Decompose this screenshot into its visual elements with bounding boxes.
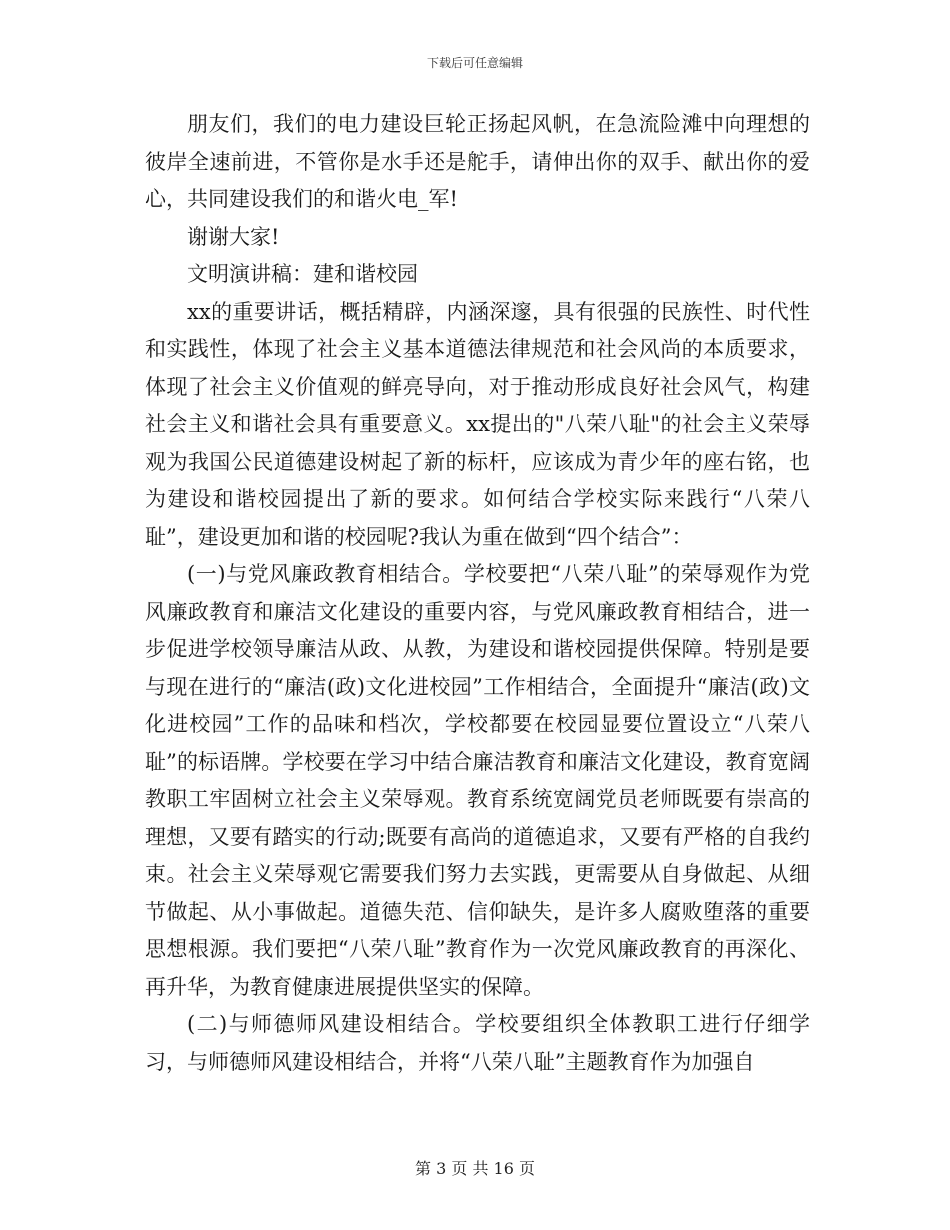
paragraph: (一)与党风廉政教育相结合。学校要把“八荣八耻”的荣辱观作为党风廉政教育和廉洁文化建设的重要内容，与党风廉政教育相结合，进一步促进学校领导廉洁从政、从教，为建设和谐校园提供保障。特别是要与现在进行的“廉洁(政)文化进校园”工作相结合，全面提升“廉洁(政)文化进校园”工作的品味和档次，学校都要在校园显要位置设立“八荣八耻”的标语牌。学校要在学习中结合廉洁教育和廉洁文化建设，教育宽阔教职工牢固树立社会主义荣辱观。教育系统宽阔党员老师既要有崇高的理想，又要有踏实的行动;既要有高尚的道德追求，又要有严格的自我约束。社会主义荣辱观它需要我们努力去实践，更需要从自身做起、从细节做起、从小事做起。道德失范、信仰缺失，是许多人腐败堕落的重要思想根源。我们要把“八荣八耻”教育作为一次党风廉政教育的再深化、再升华，为教育健康进展提供坚实的保障。	[145, 562, 810, 999]
paragraph: (二)与师德师风建设相结合。学校要组织全体教职工进行仔细学习，与师德师风建设相结合，并将“八荣八耻”主题教育作为加强自	[145, 1012, 810, 1074]
section-title: 文明演讲稿：建和谐校园	[187, 262, 418, 286]
page-header: 下载后可任意编辑	[426, 56, 523, 70]
page-number: 第 3 页 共 16 页	[415, 1159, 535, 1178]
paragraph: xx的重要讲话，概括精辟，内涵深邃，具有很强的民族性、时代性和实践性，体现了社会主义基本道德法律规范和社会风尚的本质要求，体现了社会主义价值观的鲜亮导向，对于推动形成良好社会风气，构建社会主义和谐社会具有重要意义。xx提出的"八荣八耻"的社会主义荣辱观为我国公民道德建设树起了新的标杆，应该成为青少年的座右铭，也为建设和谐校园提出了新的要求。如何结合学校实际来践行“八荣八耻”，建设更加和谐的校园呢?我认为重在做到“四个结合”：	[145, 299, 810, 549]
document-body	[145, 106, 810, 1081]
paragraph: 朋友们，我们的电力建设巨轮正扬起风帆，在急流险滩中向理想的彼岸全速前进，不管你是水手还是舵手，请伸出你的双手、献出你的爱心，共同建设我们的和谐火电_军!	[145, 112, 810, 211]
paragraph: 谢谢大家!	[187, 224, 280, 249]
